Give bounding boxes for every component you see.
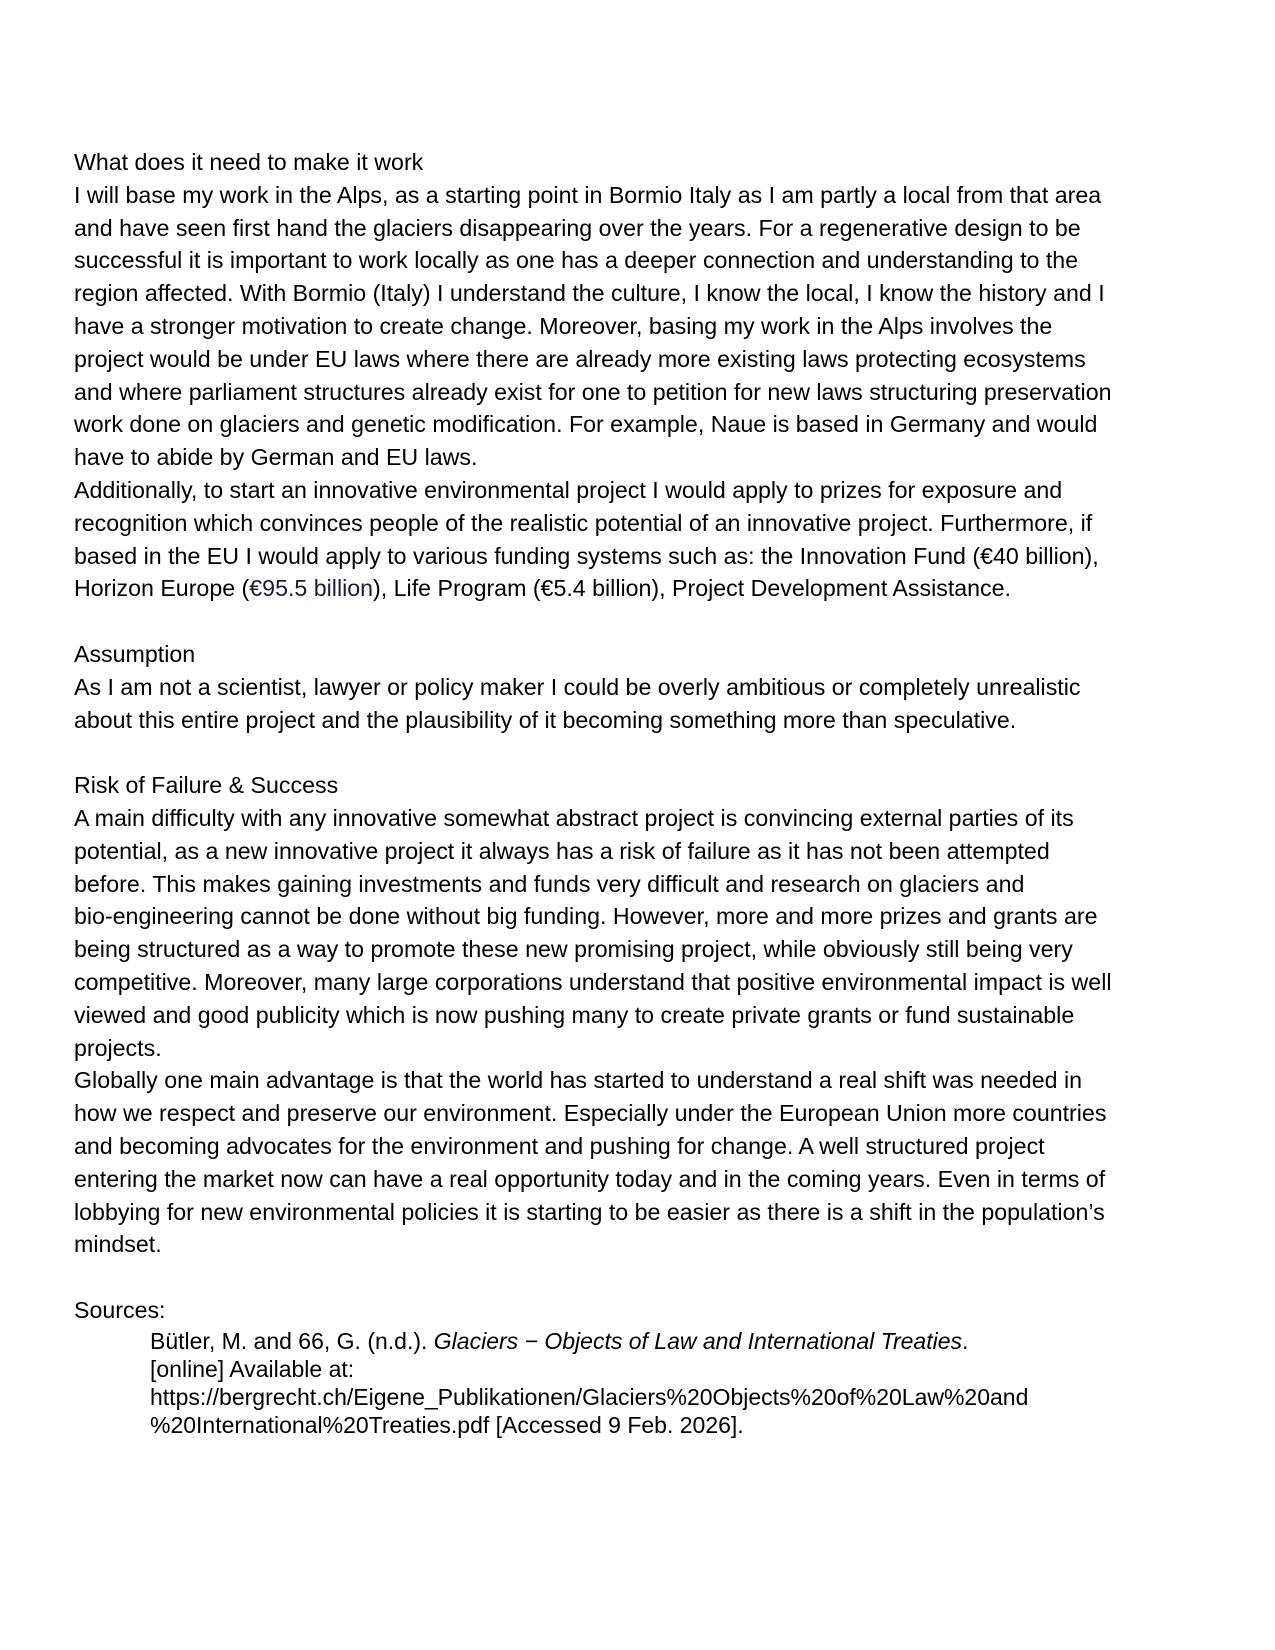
horizon-europe-amount-link[interactable]: €95.5 billion [249,575,374,602]
source-title: Glaciers − Objects of Law and International Treaties [433,1327,962,1354]
source-entry-line2: [online] Available at: [150,1355,355,1382]
section-heading-risk: Risk of Failure & Success [74,772,339,799]
document-page [74,146,1194,1439]
paragraph-assumption: As I am not a scientist, lawyer or policy maker I could be overly ambitious or completely unrealistic about this entire project and the plausibility of it becoming something more than speculative. [74,673,1081,733]
source-entry-line1 [150,1327,1194,1355]
paragraph-funding [74,474,1194,605]
paragraph-funding-text-start: Additionally, to start an innovative environmental project I would apply to prizes for exposure and recognition which convinces people of the realistic potential of an innovative project. Furthermore, if based in the EU I would apply to various funding systems such as: the Innovation Fund (€40 billion), Horizon Europe ( [74,476,1099,602]
section-heading-assumption: Assumption [74,640,196,667]
paragraph-funding-text-end: ), Life Program (€5.4 billion), Project Development Assistance. [373,575,1011,602]
blank-line [74,605,1194,638]
source-url-line2[interactable]: %20International%20Treaties.pdf [Accessed 9 Feb. 2026]. [150,1411,744,1438]
blank-line [74,1261,1194,1294]
source-url-line1[interactable]: https://bergrecht.ch/Eigene_Publikationen/Glaciers%20Objects%20of%20Law%20and [150,1383,1029,1410]
section-heading-sources: Sources: [74,1296,166,1323]
section-heading-what-it-needs: What does it need to make it work [74,149,424,175]
source-title-end: . [962,1327,969,1354]
sources-list [150,1327,1194,1439]
paragraph-risk-difficulty: A main difficulty with any innovative somewhat abstract project is convincing external parties of its potential, as a new innovative project it always has a risk of failure as it has not been attempted before. This makes gaining investments and funds very difficult and research on glaciers and bio-engineering cannot be done without big funding. However, more and more prizes and grants are being structured as a way to promote these new promising project, while obviously still being very competitive. Moreover, many large corporations understand that positive environmental impact is well viewed and good publicity which is now pushing many to create private grants or fund sustainable projects. [74,804,1112,1061]
paragraph-risk-advantage: Globally one main advantage is that the world has started to understand a real shift was needed in how we respect and preserve our environment. Especially under the European Union more countries and becoming advocates for the environment and pushing for change. A well structured project entering the market now can have a real opportunity today and in the coming years. Even in terms of lobbying for new environmental policies it is starting to be easier as there is a shift in the population’s mindset. [74,1067,1107,1258]
paragraph-base-in-alps: I will base my work in the Alps, as a starting point in Bormio Italy as I am partly a local from that area and have seen first hand the glaciers disappearing over the years. For a regenerative design to be successful it is important to work locally as one has a deeper connection and understanding to the region affected. With Bormio (Italy) I understand the culture, I know the local, I know the history and I have a stronger motivation to create change. Moreover, basing my work in the Alps involves the project would be under EU laws where there are already more existing laws protecting ecosystems and where parliament structures already exist for one to petition for new laws structuring preservation work done on glaciers and genetic modification. For example, Naue is based in Germany and would have to abide by German and EU laws. [74,181,1112,471]
blank-line [74,736,1194,769]
source-authors: Bütler, M. and 66, G. (n.d.). [150,1327,434,1354]
